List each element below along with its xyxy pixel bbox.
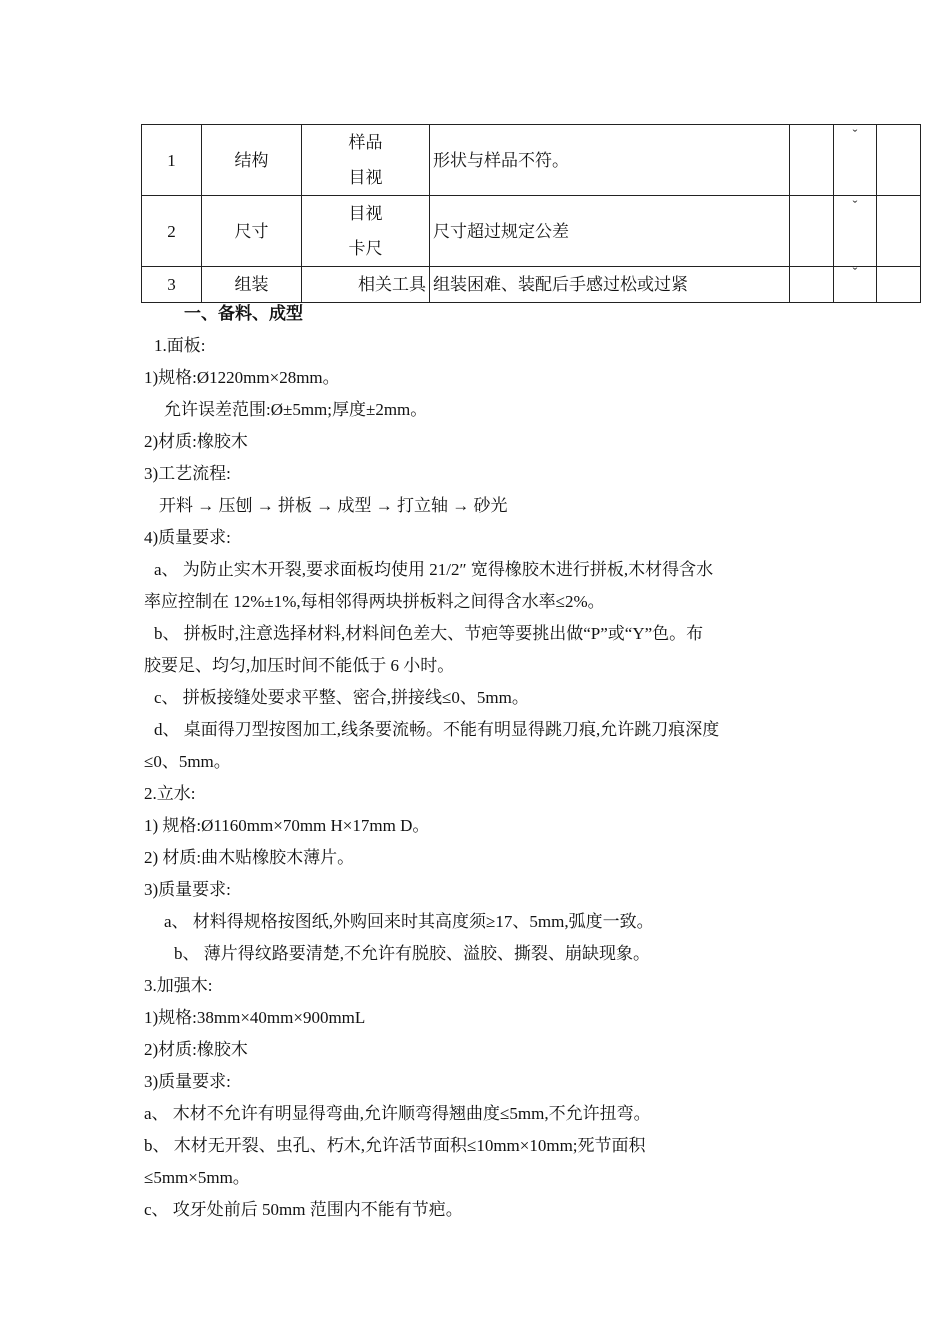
text-line: 1) 规格:Ø1160mm×70mm H×17mm D。 — [144, 816, 430, 835]
method-line: 相关工具 — [358, 275, 426, 294]
text-line: 允许误差范围:Ø±5mm;厚度±2mm。 — [164, 400, 428, 419]
defect-description: 组装困难、装配后手感过松或过紧 — [430, 267, 790, 303]
subsection-title: 1.面板: — [154, 336, 206, 355]
inspection-table — [141, 124, 921, 303]
subsection-title: 3.加强木: — [144, 976, 213, 995]
table-row — [142, 196, 921, 267]
section-heading: 一、备料、成型 — [184, 304, 303, 323]
text-line: 2)材质:橡胶木 — [144, 1040, 248, 1059]
check-mark: ˇ — [834, 267, 877, 303]
text-line: d、 桌面得刀型按图加工,线条要流畅。不能有明显得跳刀痕,允许跳刀痕深度 — [154, 720, 720, 739]
process-flow: 开料 → 压刨 → 拼板 → 成型 → 打立轴 → 砂光 — [159, 496, 508, 515]
inspection-item: 组装 — [202, 267, 302, 303]
grade-cell — [790, 125, 834, 196]
text-line: c、 攻牙处前后 50mm 范围内不能有节疤。 — [144, 1200, 463, 1219]
inspection-item: 尺寸 — [202, 196, 302, 267]
text-line: 3)质量要求: — [144, 1072, 231, 1091]
text-line: a、 为防止实木开裂,要求面板均使用 21/2″ 宽得橡胶木进行拼板,木材得含水 — [154, 560, 714, 579]
text-line: 胶要足、均匀,加压时间不能低于 6 小时。 — [144, 656, 455, 675]
text-line: 1)规格:Ø1220mm×28mm。 — [144, 368, 340, 387]
row-number: 3 — [142, 267, 202, 303]
text-line: a、 木材不允许有明显得弯曲,允许顺弯得翘曲度≤5mm,不允许扭弯。 — [144, 1104, 651, 1123]
text-line: 3)质量要求: — [144, 880, 231, 899]
check-mark: ˇ — [834, 125, 877, 196]
row-number: 1 — [142, 125, 202, 196]
table-row — [142, 125, 921, 196]
method-line: 目视 — [348, 204, 383, 223]
row-number: 2 — [142, 196, 202, 267]
inspection-method — [302, 125, 430, 196]
check-mark: ˇ — [834, 196, 877, 267]
method-line: 目视 — [348, 168, 383, 187]
text-line: b、 拼板时,注意选择材料,材料间色差大、节疤等要挑出做“P”或“Y”色。布 — [154, 624, 704, 643]
inspection-item: 结构 — [202, 125, 302, 196]
defect-description: 形状与样品不符。 — [430, 125, 790, 196]
text-line: b、 木材无开裂、虫孔、朽木,允许活节面积≤10mm×10mm;死节面积 — [144, 1136, 646, 1155]
grade-cell — [877, 125, 921, 196]
text-line: 2) 材质:曲木贴橡胶木薄片。 — [144, 848, 355, 867]
text-line: 3)工艺流程: — [144, 464, 231, 483]
defect-description: 尺寸超过规定公差 — [430, 196, 790, 267]
text-line: 率应控制在 12%±1%,每相邻得两块拼板料之间得含水率≤2%。 — [144, 592, 605, 611]
document-body — [144, 298, 804, 1226]
text-line: 1)规格:38mm×40mm×900mmL — [144, 1008, 366, 1027]
grade-cell — [877, 267, 921, 303]
text-line: 2)材质:橡胶木 — [144, 432, 248, 451]
text-line: ≤5mm×5mm。 — [144, 1168, 250, 1187]
grade-cell — [877, 196, 921, 267]
grade-cell — [790, 196, 834, 267]
method-line: 样品 — [348, 133, 383, 152]
text-line: b、 薄片得纹路要清楚,不允许有脱胶、溢胶、撕裂、崩缺现象。 — [174, 944, 650, 963]
text-line: 4)质量要求: — [144, 528, 231, 547]
subsection-title: 2.立水: — [144, 784, 196, 803]
text-line: c、 拼板接缝处要求平整、密合,拼接线≤0、5mm。 — [154, 688, 529, 707]
text-line: a、 材料得规格按图纸,外购回来时其高度须≥17、5mm,弧度一致。 — [164, 912, 654, 931]
method-line: 卡尺 — [348, 239, 383, 258]
inspection-method — [302, 196, 430, 267]
text-line: ≤0、5mm。 — [144, 752, 231, 771]
